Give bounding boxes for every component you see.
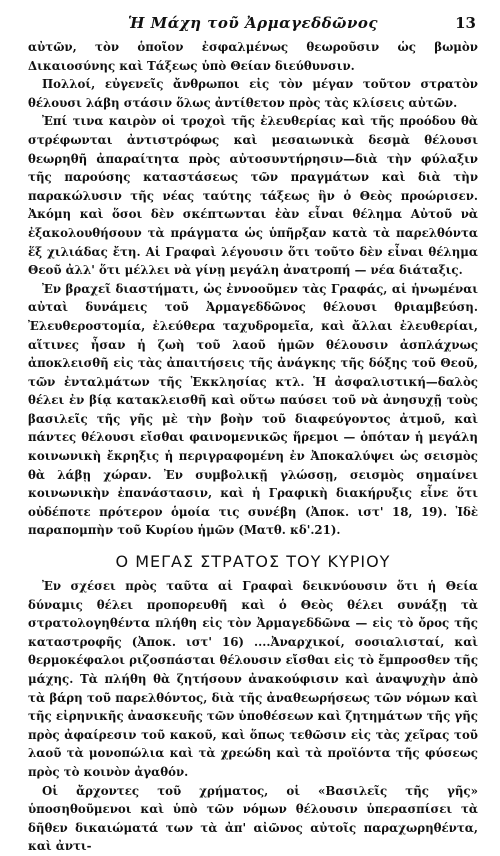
paragraph: Ἐν σχέσει πρὸς ταῦτα αἱ Γραφαὶ δεικνύουσιν ὅτι ἡ Θεία δύναμις θέλει προπορευθῆ καὶ ὁ Θεὸς θέλει συνάξῃ τὰ στρατολογηθέντα πλήθη εἰς τὸν Ἀρμαγεδδῶνα — εἰς τὸ ὄρος τῆς καταστροφῆς (Ἀποκ. ιστ' 16) ....Ἀναρχικοί, σοσιαλισταί, καὶ θερμοκέφαλοι ριζοσπάσται θέλουσιν εἴσθαι εἰς τὸ ἔμπροσθεν τῆς μάχης. Τὰ πλήθη θὰ ζητήσουν ἀνακούφισιν καὶ ἀναψυχὴν ἀπὸ τὰ βάρη τοῦ παρελθόντος, διὰ τῆς ἀναθεωρήσεως τῶν νόμων καὶ τῆς εἰρηνικῆς ἀνασκευῆς τῶν ὑποθέσεων καὶ ζητημάτων τῆς γῆς πρὸς ἀφαίρεσιν τοῦ κακοῦ, καὶ ὅπως τεθῶσιν εἰς τὰς χεῖρας τοῦ λαοῦ τὰ μονοπώλια καὶ τὰ χρεώδη καὶ τὰ προϊόντα τῆς φύσεως πρὸς τὸ κοινὸν ἀγαθόν. bbox=[28, 579, 478, 779]
book-page bbox=[28, 10, 478, 856]
section-heading: Ο ΜΕΓΑΣ ΣΤΡΑΤΟΣ ΤΟΥ ΚΥΡΙΟΥ bbox=[115, 552, 391, 572]
running-title: Ἡ Μάχη τοῦ Ἀρμαγεδδῶνος bbox=[128, 14, 378, 32]
section-1 bbox=[28, 38, 478, 540]
paragraph: Πολλοί, εὐγενεῖς ἄνθρωποι εἰς τὸν μέγαν τοῦτον στρατὸν θέλουσι λάβη στάσιν ὅλως ἀντίθετον πρὸς τὰς κλίσεις αὐτῶν. bbox=[28, 77, 478, 110]
running-head bbox=[28, 10, 478, 38]
section-2 bbox=[28, 577, 478, 856]
page-number: 13 bbox=[455, 14, 476, 32]
paragraph: αὐτῶν, τὸν ὁποῖον ἐσφαλμένως θεωροῦσιν ὡς βωμὸν Δικαιοσύνης καὶ Τάξεως ὑπὸ Θείαν διεύθυνσιν. bbox=[28, 40, 478, 73]
paragraph: Ἐπί τινα καιρὸν οἱ τροχοὶ τῆς ἐλευθερίας καὶ τῆς προόδου θὰ στρέφωνται ἀντιστρόφως καὶ μεσαιωνικὰ δεσμὰ θέλουσι θεωρηθῆ ἀπαραίτητα πρὸς αὐτοσυντήρησιν—διὰ τὴν φύλαξιν τῆς παρούσης καταστάσεως τῶν πραγμάτων καὶ διὰ τὴν παρακώλυσιν τῆς νέας ταύτης τάξεως ἣν ὁ Θεὸς προώρισεν. Ἀκόμη καὶ ὅσοι δὲν σκέπτωνται ἐὰν εἶναι θέλημα Αὐτοῦ νὰ ἐξακολουθήσουν τὰ πράγματα ὡς ὑπῆρξαν κατὰ τὰ παρελθόντα ἕξ χιλιάδας ἔτη. Αἱ Γραφαὶ λέγουσιν ὅτι τοῦτο δὲν εἶναι θέλημα Θεοῦ ἀλλ' ὅτι μέλλει νὰ γίνῃ μεγάλη ἀνατροπή — νέα διάταξις. bbox=[28, 114, 478, 278]
paragraph: Ἐν βραχεῖ διαστήματι, ὡς ἐννοοῦμεν τὰς Γραφάς, αἱ ἡνωμέναι αὐταὶ δυνάμεις τοῦ Ἀρμαγεδδῶνος θέλουσι θριαμβεύση. Ἐλευθεροστομία, ἐλεύθερα ταχυδρομεῖα, καὶ ἄλλαι ἐλευθερίαι, αἵτινες ἦσαν ἡ ζωὴ τοῦ λαοῦ ἡμῶν θέλουσιν ἀσπλάχνως ἀποκλεισθῆ εἰς τὰς ἀπαιτήσεις τῆς ἀνάγκης τῆς δόξης τοῦ Θεοῦ, τῶν ἐνταλμάτων τῆς Ἐκκλησίας κτλ. Ἡ ἀσφαλιστική—δαλὸς θέλει ἐν βίᾳ κατακλεισθῆ καὶ οὕτω παύσει τοῦ νὰ ἀνησυχῇ τοὺς βασιλεῖς τῆς γῆς μὲ τὴν βοὴν τοῦ διαφεύγοντος ἀτμοῦ, καὶ πάντες θέλουσι εἴσθαι φαινομενικῶς ἥρεμοι — ὁπόταν ἡ μεγάλη κοινωνικὴ ἔκρηξις ἡ περιγραφομένη ἐν Ἀποκαλύψει ὡς σεισμὸς θὰ λάβῃ χώραν. Ἐν συμβολικῇ γλώσσῃ, σεισμὸς σημαίνει κοινωνικὴν ἐπανάστασιν, καὶ ἡ Γραφικὴ διακήρυξις εἶνε ὅτι οὐδέποτε πρότερον ὁμοία τις συνέβη (Ἀποκ. ιστ' 18, 19). Ἰδὲ παραπομπὴν τοῦ Κυρίου ἡμῶν (Ματθ. κδ'.21). bbox=[28, 281, 478, 538]
paragraph: Οἱ ἄρχοντες τοῦ χρήματος, οἱ «Βασιλεῖς τῆς γῆς» ὑποσηθοῦμενοι καὶ ὑπὸ τῶν νόμων θέλουσιν ὑπερασπίσει τὰ δῆθεν δικαιώματά των τὰ ἀπ' αἰῶνος αὐτοῖς παραχωρηθέντα, καὶ ἀντι- bbox=[28, 783, 478, 854]
